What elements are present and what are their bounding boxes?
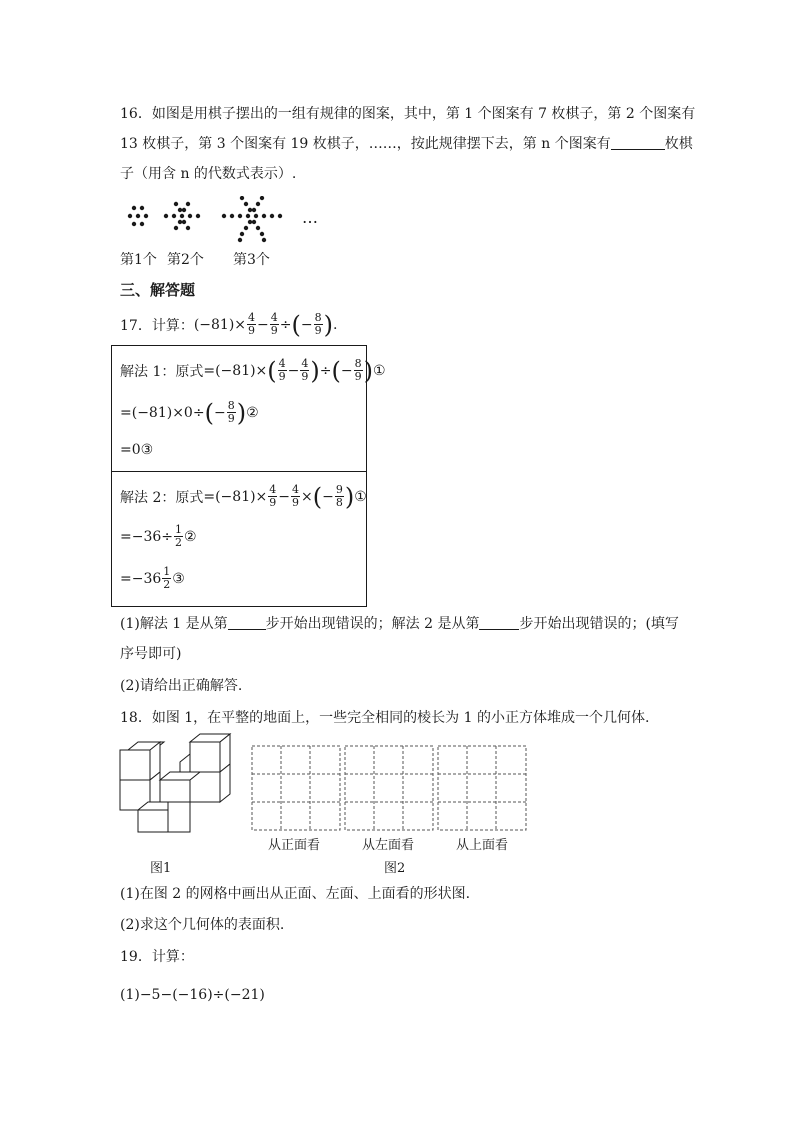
q17-lparen: (	[291, 310, 301, 339]
q16-line1: 16．如图是用棋子摆出的一组有规律的图案，其中，第 1 个图案有 7 枚棋子，第 2 个图案有	[120, 106, 696, 122]
pattern-3	[222, 196, 282, 242]
q16-answer-blank[interactable]	[611, 135, 665, 150]
grid-left[interactable]	[345, 746, 433, 830]
q17-prefix: 17．计算：	[120, 317, 194, 334]
view-label-top: 从上面看	[456, 838, 509, 853]
q16-line3: 子（用含 n 的代数式表示）.	[120, 166, 297, 182]
q17-sub1: (1)解法 1 是从第 步开始出现错误的；解法 2 是从第 步开始出现错误的；(填写	[120, 616, 679, 632]
q17-neg: −	[300, 316, 313, 333]
q17-frac-1: $\frac{4}{9}$	[248, 311, 256, 337]
q17-frac-3: $\frac{8}{9}$	[314, 311, 322, 337]
q17-line	[120, 312, 337, 337]
q16-ellipsis: …	[302, 208, 318, 227]
method1-row1: 解法 1：原式 =(−81)× ( $\frac{4}{9}$ − $\frac{4}{9}$ ) ÷ ( − $\frac{8}{9}$ ) ①	[120, 356, 386, 385]
pattern-2	[164, 202, 200, 230]
q19-sub1: (1)−5−(−16)÷(−21)	[120, 987, 265, 1003]
method2-row3: =−36 $\frac{1}{2}$ ③	[120, 565, 185, 591]
q17-solution-box	[111, 345, 386, 607]
q18-line1: 18．如图 1，在平整的地面上，一些完全相同的棱长为 1 的小正方体堆成一个几何体.	[120, 710, 650, 726]
q17-expr-a: (−81)×	[193, 316, 247, 333]
q16-label-1: 第1个	[120, 252, 157, 268]
section-heading: 三、解答题	[120, 281, 196, 299]
fig2-label: 图2	[384, 861, 406, 876]
q17-blank-1[interactable]	[228, 615, 266, 630]
method2-row2: =−36÷ $\frac{1}{2}$ ②	[120, 523, 197, 549]
q17-blank-2[interactable]	[479, 615, 519, 630]
view-label-front: 从正面看	[268, 838, 321, 853]
q16-label-3: 第3个	[233, 252, 270, 268]
q17-minus: −	[257, 316, 269, 333]
q16-line2-text: 13 枚棋子，第 3 个图案有 19 枚棋子，……，按此规律摆下去，第 n 个图案有	[120, 136, 611, 152]
q16-line2-end: 枚棋	[664, 136, 693, 152]
grid-top[interactable]	[438, 746, 526, 830]
q17-period: .	[332, 316, 338, 333]
q18-sub2: (2)求这个几何体的表面积.	[120, 917, 285, 933]
box-divider	[112, 471, 366, 472]
q18-figure2-grids	[250, 744, 530, 834]
pattern-1	[128, 206, 148, 226]
q18-figure1-cubes	[118, 732, 240, 836]
q16-line2	[120, 134, 693, 154]
method1-row3: =0 ③	[120, 442, 154, 458]
method2-row1: 解法 2：原式 =(−81)× $\frac{4}{9}$ − $\frac{4}{9}$ × ( − $\frac{9}{8}$ ) ①	[120, 482, 367, 511]
view-label-left: 从左面看	[362, 838, 415, 853]
q19-line1: 19．计算：	[120, 949, 194, 965]
fig1-label: 图1	[150, 861, 172, 876]
q18-sub1: (1)在图 2 的网格中画出从正面、左面、上面看的形状图.	[120, 886, 471, 902]
q17-sub1-cont: 序号即可)	[120, 646, 182, 662]
q17-rparen: )	[323, 310, 333, 339]
q16-label-2: 第2个	[167, 252, 204, 268]
q17-sub2: (2)请给出正确解答.	[120, 678, 243, 694]
q17-frac-2: $\frac{4}{9}$	[270, 311, 278, 337]
method1-row2: =(−81)×0÷ ( − $\frac{8}{9}$ ) ②	[120, 398, 259, 427]
q17-div: ÷	[279, 316, 292, 333]
grid-front[interactable]	[252, 746, 340, 830]
